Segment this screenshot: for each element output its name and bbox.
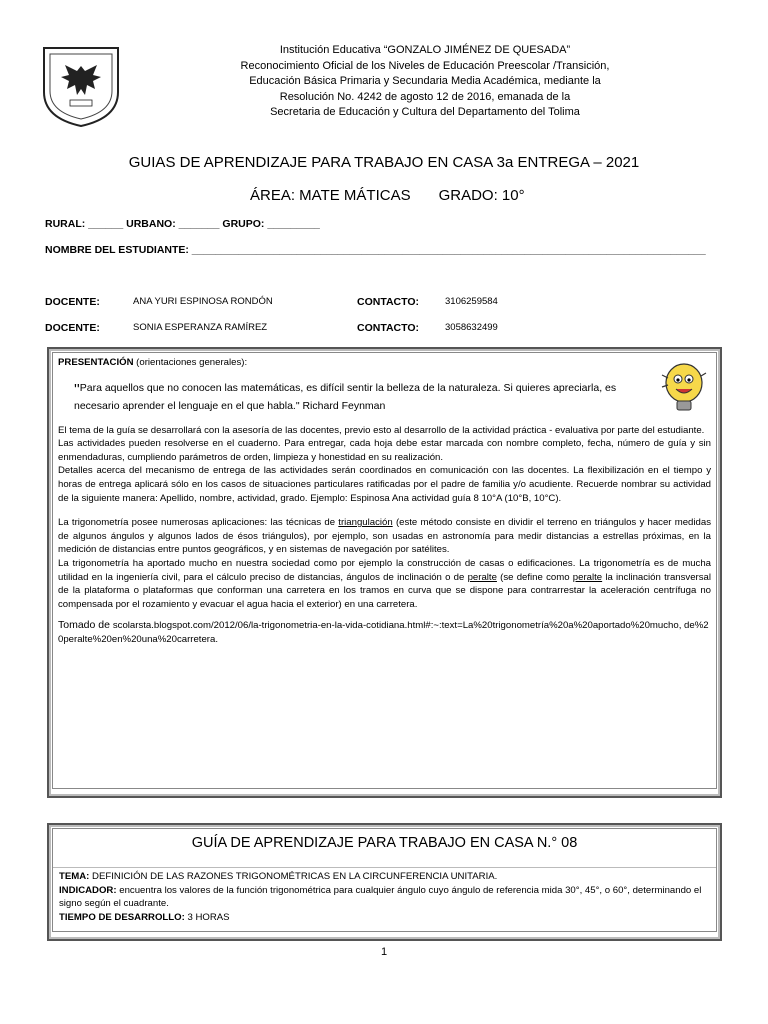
student-name-field: NOMBRE DEL ESTUDIANTE: ________________________________________________________________________________________ <box>45 244 706 256</box>
location-fields: RURAL: ______ URBANO: _______ GRUPO: _________ <box>45 218 320 230</box>
teacher-name: SONIA ESPERANZA RAMÍREZ <box>133 322 268 333</box>
text-run: la inclinación transversal de la plataforma o plataformas que conforman una carretera en los tramos en curva que se dispone para contrarrestar la aceleración centrífuga no compensada por el rozamiento y evacuar el agua hacia el exterior) en una carretera. <box>58 571 712 610</box>
teacher-name: ANA YURI ESPINOSA RONDÓN <box>133 296 273 307</box>
grade-label: GRADO: 10° <box>438 187 525 204</box>
school-shield-logo <box>40 44 122 128</box>
paragraph <box>58 516 711 557</box>
text-run: (se define como <box>496 571 573 583</box>
presentation-heading: PRESENTACIÓN <box>58 357 134 368</box>
paragraph: Las actividades pueden resolverse en el cuaderno. Para entregar, cada hoja debe estar marcada con nombre completo, fecha, número de guía y sin enmendaduras, cumpliendo parámetros de orden, limpieza y honestidad en su realización. <box>58 438 711 463</box>
text-run: La trigonometría posee numerosas aplicaciones: las técnicas de <box>58 517 339 529</box>
tema-line <box>59 870 710 884</box>
paragraph: Detalles acerca del mecanismo de entrega de las actividades serán coordinados en comunicación con las docentes. La flexibilización en el tiempo y horas de entrega aplicará sólo en los casos de situaciones particulares ratificadas por el padre de familia y/o acudiente. Recuerde nombrar su actividad de la siguiente manera: Apellido, nombre, actividad, grado. Ejemplo: Espinosa Ana actividad guía 8 10°A (10°B, 10°C). <box>58 465 711 504</box>
paragraph: El tema de la guía se desarrollará con la asesoría de las docentes, previo esto al desarrollo de la actividad práctica - evaluativa por parte del estudiante. <box>58 424 705 436</box>
contact-value: 3058632499 <box>445 322 498 333</box>
header-line: Educación Básica Primaria y Secundaria Media Académica, mediante la <box>249 75 601 87</box>
contact-label: CONTACTO: <box>357 296 420 308</box>
contact-value: 3106259584 <box>445 296 498 307</box>
tiempo-line <box>59 911 710 925</box>
indicador-label: INDICADOR: <box>59 884 117 896</box>
lightbulb-icon <box>656 361 710 415</box>
indicador-line <box>59 884 710 911</box>
institution-header <box>150 43 700 121</box>
area-label: ÁREA: MATE MÁTICAS <box>250 187 411 204</box>
area-grade <box>250 187 525 204</box>
page-number: 1 <box>380 946 388 958</box>
presentation-note: (orientaciones generales): <box>133 357 248 368</box>
text-run: La trigonometría ha aportado mucho en nuestra sociedad como por ejemplo la construcción de casas o edificaciones. La trigonometría es de mucha utilidad en la ingeniería civil, para el cálculo preciso de distancias, ángulos de inclinación o de <box>58 557 711 583</box>
feynman-quote <box>74 380 651 414</box>
peralte-link: peralte <box>572 571 603 583</box>
tema-label: TEMA: <box>59 871 90 882</box>
contact-label: CONTACTO: <box>357 322 420 334</box>
header-line: Secretaria de Educación y Cultura del Departamento del Tolima <box>270 106 580 118</box>
document-title: GUIAS DE APRENDIZAJE PARA TRABAJO EN CASA 3a ENTREGA – 2021 <box>128 154 640 171</box>
tema-value: DEFINICIÓN DE LAS RAZONES TRIGONOMÉTRICAS EN LA CIRCUNFERENCIA UNITARIA. <box>89 871 498 882</box>
header-line: Resolución No. 4242 de agosto 12 de 2016, emanada de la <box>279 90 571 103</box>
tiempo-label: TIEMPO DE DESARROLLO: <box>59 911 185 923</box>
header-line: Institución Educativa “GONZALO JIMÉNEZ DE QUESADA” <box>279 44 571 56</box>
quote-text: Para aquellos que no conocen las matemáticas, es difícil sentir la belleza de la naturaleza. Si quieres apreciarla, es necesario aprender el lenguaje en el que habla." Richard Feynman <box>74 381 617 412</box>
quote-mark: '' <box>74 380 80 398</box>
paragraph <box>58 557 711 611</box>
header-line: Reconocimiento Oficial de los Niveles de Educación Preescolar /Transición, <box>240 59 610 72</box>
source-label: Tomado de <box>58 619 113 632</box>
teacher-label: DOCENTE: <box>45 296 100 308</box>
peralte-link: peralte <box>467 571 497 583</box>
source-url: scolarsta.blogspot.com/2012/06/la-trigonometria-en-la-vida-cotidiana.html#:~:text=La%20trigonometría%20a%20aportado%20mucho, de%20peralte%20en%20una%20carretera. <box>58 620 709 645</box>
text-run: (este método consiste en dividir el terreno en triángulos y hacer medidas de algunos ángulos y algunos lados de ésos triángulos), por ejemplo, son usadas en astronomía para medir distancias a estrellas próximas, en la medición de distancias entre puntos geográficos, y en sistemas de navegación por satélites. <box>58 517 711 556</box>
triangulacion-link: triangulación <box>338 517 393 529</box>
guia-title: GUÍA DE APRENDIZAJE PARA TRABAJO EN CASA N.° 08 <box>53 829 716 868</box>
tiempo-value: 3 HORAS <box>184 911 230 923</box>
indicador-value: encuentra los valores de la función trigonométrica para cualquier ángulo cuyo ángulo de referencia mida 30°, 45°, o 60°, determinando el signo según el cuadrante. <box>59 884 702 910</box>
source-citation <box>58 619 711 646</box>
presentation-box <box>47 347 722 798</box>
guia-box <box>47 823 722 941</box>
teacher-label: DOCENTE: <box>45 322 100 334</box>
